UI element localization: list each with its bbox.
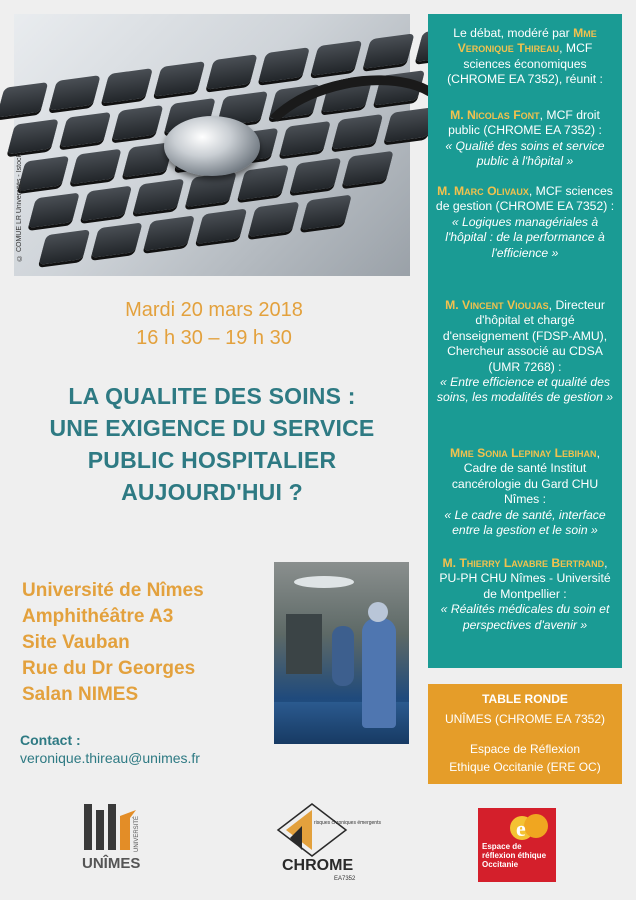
moderator-name: Veronique Thireau (457, 41, 560, 56)
venue-address (22, 578, 204, 708)
ere-occitanie-logo (478, 808, 556, 882)
speaker-talk: « Logiques managériales à l'hôpital : de la performance à l'efficience » (445, 214, 605, 260)
svg-text:risques chroniques émergents: risques chroniques émergents (314, 820, 381, 826)
table-ronde-box (428, 684, 622, 784)
intro-text: Le débat, modéré par (453, 26, 574, 40)
medical-equipment (286, 614, 322, 674)
speaker-role: , Cadre de santé Institut cancérologie du Gard CHU Nîmes : (451, 446, 600, 507)
address-line: Amphithéâtre A3 (22, 606, 174, 627)
speaker-3 (434, 298, 616, 406)
table-ronde-title: TABLE RONDE (482, 692, 568, 706)
operating-room-photo (274, 562, 409, 744)
speaker-1 (434, 108, 616, 170)
unimes-logo (78, 802, 150, 882)
address-line: Site Vauban (22, 632, 130, 653)
intro-text: , MCF sciences économiques (CHROME EA 7352), réunit : (447, 41, 603, 87)
svg-text:EA7352: EA7352 (334, 876, 356, 882)
keyboard-keys (0, 22, 496, 325)
table-ronde-line: Ethique Occitanie (ERE OC) (449, 760, 601, 774)
ere-logo-text: Espace de réflexion éthique Occitanie (482, 842, 547, 869)
speakers-panel (428, 14, 622, 668)
table-ronde-org: UNÎMES (CHROME EA 7352) (444, 712, 606, 726)
speaker-role: , MCF sciences de gestion (CHROME EA 7352) : (435, 184, 615, 214)
stethoscope-chestpiece (164, 116, 260, 176)
speaker-role: , Directeur d'hôpital et chargé d'enseignement (FDSP-AMU), Chercheur associé au CDSA (UMR 7268) : (442, 298, 608, 374)
title-line: AUJOURD'HUI ? (121, 479, 303, 505)
speaker-5 (434, 556, 616, 633)
speaker-role: , PU-PH CHU Nîmes - Université de Montpellier : (439, 556, 611, 601)
title-line: PUBLIC HOSPITALIER (87, 447, 337, 473)
svg-text:UNÎMES: UNÎMES (82, 855, 141, 872)
chrome-logo (272, 800, 381, 886)
svg-text:e: e (516, 816, 526, 841)
nurse-figure (362, 618, 396, 728)
speaker-talk: « Entre efficience et qualité des soins, les modalités de gestion » (436, 375, 614, 405)
event-date (14, 296, 414, 352)
address-line: Salan NIMES (22, 684, 139, 705)
speaker-talk: « Qualité des soins et service public à l'hôpital » (445, 138, 605, 169)
svg-text:UNIVERSITÉ: UNIVERSITÉ (134, 815, 140, 852)
speaker-talk: « Réalités médicales du soin et perspectives d'avenir » (440, 602, 610, 632)
table-ronde-line: Espace de Réflexion (469, 742, 581, 756)
ere-e-icon (508, 810, 550, 842)
contact-email-link[interactable]: veronique.thireau@unimes.fr (20, 750, 200, 766)
event-date-day: Mardi 20 mars 2018 (125, 299, 303, 321)
unimes-mark-icon (78, 802, 150, 882)
surgical-lamp (294, 576, 354, 588)
speaker-4 (434, 446, 616, 538)
speaker-2 (434, 184, 616, 261)
title-line: LA QUALITE DES SOINS : (68, 383, 356, 409)
chrome-mark-icon (272, 800, 381, 886)
speaker-name: M. Nicolas Font (450, 108, 540, 122)
surgeon-figure (332, 626, 354, 686)
speaker-name: M. Vincent Vioujas (445, 298, 549, 312)
speaker-name: Mme Sonia Lepinay Lebihan (450, 446, 597, 460)
event-title (14, 380, 410, 508)
keyboard-stethoscope-photo (14, 14, 410, 276)
speaker-name: M. Thierry Lavabre Bertrand (442, 556, 605, 570)
event-date-time: 16 h 30 – 19 h 30 (136, 327, 292, 349)
address-line: Rue du Dr Georges (22, 658, 196, 679)
address-line: Université de Nîmes (22, 580, 204, 601)
photo-credit: © COMUE LR Universités - Istock (16, 154, 23, 261)
title-line: UNE EXIGENCE DU SERVICE (49, 415, 375, 441)
moderator-title: Mme (573, 26, 597, 40)
nurse-head (368, 602, 388, 622)
contact-label: Contact : (20, 732, 81, 748)
moderator-intro (434, 26, 616, 88)
speaker-role: , MCF droit public (CHROME EA 7352) : (448, 108, 602, 138)
speaker-talk: « Le cadre de santé, interface entre la gestion et le soin » (444, 507, 606, 538)
speaker-name: M. Marc Olivaux (437, 184, 529, 198)
svg-text:CHROME: CHROME (282, 857, 354, 874)
